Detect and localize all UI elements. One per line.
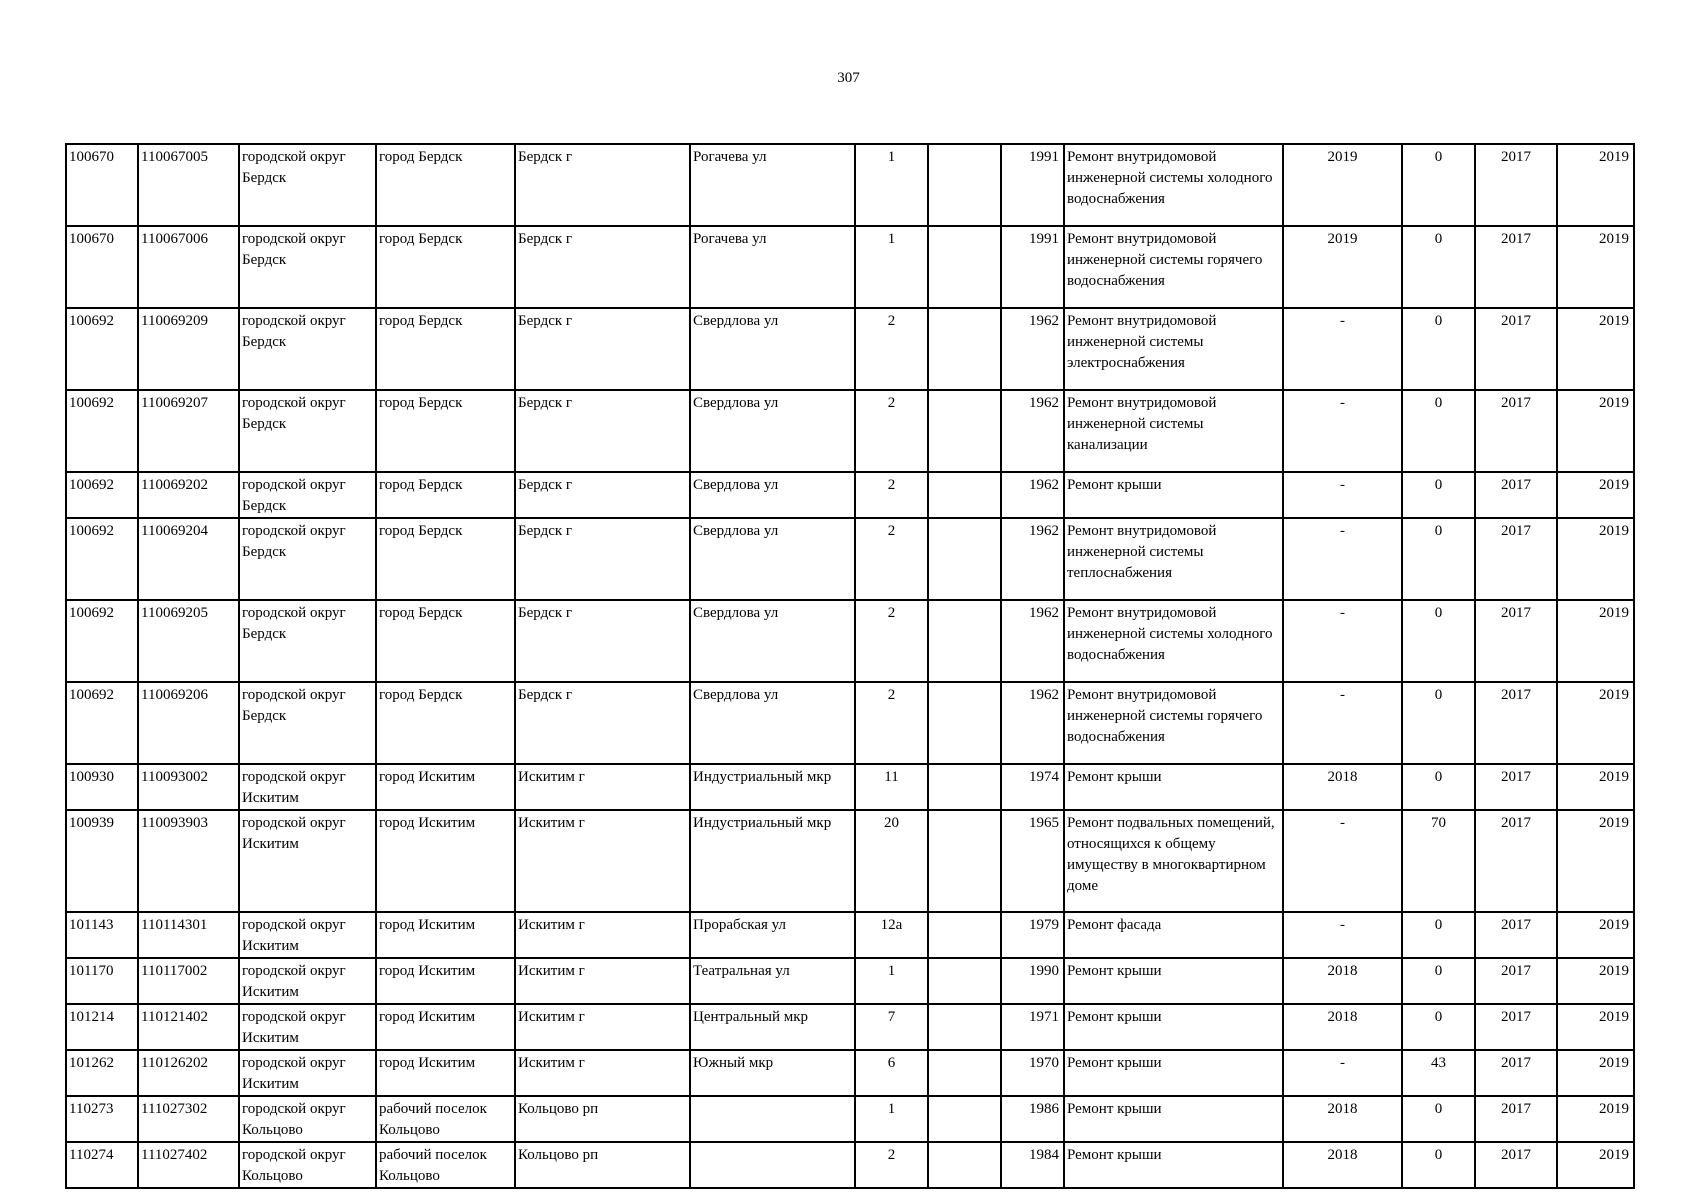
cell-house-number: 1	[855, 144, 928, 226]
cell-building	[928, 144, 1001, 226]
cell-element-id: 110126202	[138, 1050, 239, 1096]
cell-element-id: 110069207	[138, 390, 239, 472]
cell-work-type: Ремонт крыши	[1064, 472, 1283, 518]
cell-settlement: город Бердск	[376, 682, 515, 764]
cell-house-number: 6	[855, 1050, 928, 1096]
cell-plan-end-year: 2019	[1557, 1050, 1634, 1096]
cell-last-repair-year: -	[1283, 810, 1402, 912]
table-row	[66, 518, 1634, 600]
cell-building	[928, 472, 1001, 518]
cell-house-number: 2	[855, 472, 928, 518]
cell-commission-year: 1991	[1001, 226, 1064, 308]
cell-house-id: 100692	[66, 472, 138, 518]
cell-plan-end-year: 2019	[1557, 912, 1634, 958]
cell-commission-year: 1962	[1001, 472, 1064, 518]
cell-house-number: 2	[855, 518, 928, 600]
cell-locality: Бердск г	[515, 472, 690, 518]
cell-work-type: Ремонт внутридомовой инженерной системы горячего водоснабжения	[1064, 682, 1283, 764]
cell-house-number: 20	[855, 810, 928, 912]
table-row	[66, 682, 1634, 764]
cell-settlement: рабочий поселок Кольцово	[376, 1096, 515, 1142]
cell-wear-percent: 0	[1402, 912, 1475, 958]
cell-building	[928, 1050, 1001, 1096]
cell-street: Прорабская ул	[690, 912, 855, 958]
cell-locality: Бердск г	[515, 518, 690, 600]
cell-settlement: город Искитим	[376, 764, 515, 810]
cell-work-type: Ремонт крыши	[1064, 1142, 1283, 1188]
cell-commission-year: 1986	[1001, 1096, 1064, 1142]
cell-last-repair-year: 2018	[1283, 1142, 1402, 1188]
cell-house-id: 110274	[66, 1142, 138, 1188]
cell-municipal-district: городской округ Искитим	[239, 1050, 376, 1096]
cell-wear-percent: 0	[1402, 390, 1475, 472]
cell-element-id: 111027302	[138, 1096, 239, 1142]
cell-municipal-district: городской округ Искитим	[239, 810, 376, 912]
cell-commission-year: 1974	[1001, 764, 1064, 810]
cell-plan-end-year: 2019	[1557, 1004, 1634, 1050]
cell-element-id: 110121402	[138, 1004, 239, 1050]
cell-plan-start-year: 2017	[1475, 226, 1557, 308]
table-row	[66, 1050, 1634, 1096]
cell-plan-end-year: 2019	[1557, 600, 1634, 682]
cell-house-number: 2	[855, 682, 928, 764]
cell-municipal-district: городской округ Бердск	[239, 226, 376, 308]
cell-wear-percent: 0	[1402, 1004, 1475, 1050]
cell-settlement: город Бердск	[376, 472, 515, 518]
cell-settlement: город Искитим	[376, 1004, 515, 1050]
cell-settlement: город Бердск	[376, 308, 515, 390]
cell-work-type: Ремонт фасада	[1064, 912, 1283, 958]
page-number: 307	[837, 70, 860, 86]
cell-house-id: 100692	[66, 600, 138, 682]
cell-municipal-district: городской округ Кольцово	[239, 1142, 376, 1188]
cell-building	[928, 958, 1001, 1004]
cell-settlement: город Искитим	[376, 958, 515, 1004]
cell-street: Свердлова ул	[690, 518, 855, 600]
cell-locality: Бердск г	[515, 390, 690, 472]
table-body	[66, 144, 1634, 1188]
cell-house-number: 1	[855, 958, 928, 1004]
cell-plan-end-year: 2019	[1557, 308, 1634, 390]
cell-locality: Искитим г	[515, 810, 690, 912]
cell-element-id: 110117002	[138, 958, 239, 1004]
cell-commission-year: 1962	[1001, 390, 1064, 472]
cell-last-repair-year: 2018	[1283, 1096, 1402, 1142]
cell-house-number: 2	[855, 600, 928, 682]
cell-element-id: 110069206	[138, 682, 239, 764]
cell-plan-end-year: 2019	[1557, 390, 1634, 472]
cell-locality: Бердск г	[515, 226, 690, 308]
cell-house-id: 101214	[66, 1004, 138, 1050]
cell-plan-start-year: 2017	[1475, 810, 1557, 912]
cell-municipal-district: городской округ Бердск	[239, 308, 376, 390]
cell-street: Театральная ул	[690, 958, 855, 1004]
cell-street: Рогачева ул	[690, 226, 855, 308]
cell-commission-year: 1962	[1001, 682, 1064, 764]
cell-street: Индустриальный мкр	[690, 810, 855, 912]
cell-plan-end-year: 2019	[1557, 1142, 1634, 1188]
cell-wear-percent: 0	[1402, 764, 1475, 810]
cell-last-repair-year: -	[1283, 390, 1402, 472]
table-row	[66, 1096, 1634, 1142]
cell-commission-year: 1979	[1001, 912, 1064, 958]
cell-last-repair-year: -	[1283, 912, 1402, 958]
cell-street: Свердлова ул	[690, 600, 855, 682]
cell-work-type: Ремонт крыши	[1064, 1050, 1283, 1096]
cell-municipal-district: городской округ Искитим	[239, 764, 376, 810]
cell-plan-start-year: 2017	[1475, 764, 1557, 810]
cell-commission-year: 1962	[1001, 308, 1064, 390]
cell-plan-end-year: 2019	[1557, 226, 1634, 308]
cell-municipal-district: городской округ Бердск	[239, 600, 376, 682]
cell-municipal-district: городской округ Бердск	[239, 390, 376, 472]
table-row	[66, 226, 1634, 308]
table-row	[66, 600, 1634, 682]
cell-last-repair-year: 2019	[1283, 144, 1402, 226]
cell-street: Свердлова ул	[690, 308, 855, 390]
cell-house-number: 7	[855, 1004, 928, 1050]
cell-municipal-district: городской округ Искитим	[239, 912, 376, 958]
table-row	[66, 810, 1634, 912]
cell-last-repair-year: 2018	[1283, 958, 1402, 1004]
cell-street: Индустриальный мкр	[690, 764, 855, 810]
cell-locality: Искитим г	[515, 1004, 690, 1050]
cell-wear-percent: 0	[1402, 518, 1475, 600]
cell-wear-percent: 0	[1402, 308, 1475, 390]
cell-house-id: 100670	[66, 144, 138, 226]
cell-settlement: город Бердск	[376, 518, 515, 600]
cell-last-repair-year: -	[1283, 1050, 1402, 1096]
cell-house-number: 12а	[855, 912, 928, 958]
cell-street: Рогачева ул	[690, 144, 855, 226]
table-row	[66, 144, 1634, 226]
cell-house-id: 100692	[66, 390, 138, 472]
table-row	[66, 308, 1634, 390]
cell-element-id: 110067006	[138, 226, 239, 308]
cell-plan-start-year: 2017	[1475, 144, 1557, 226]
cell-plan-end-year: 2019	[1557, 518, 1634, 600]
cell-element-id: 110069205	[138, 600, 239, 682]
table-row	[66, 764, 1634, 810]
table-row	[66, 958, 1634, 1004]
cell-building	[928, 1096, 1001, 1142]
cell-building	[928, 764, 1001, 810]
cell-plan-start-year: 2017	[1475, 390, 1557, 472]
cell-wear-percent: 0	[1402, 958, 1475, 1004]
cell-plan-end-year: 2019	[1557, 472, 1634, 518]
cell-work-type: Ремонт внутридомовой инженерной системы канализации	[1064, 390, 1283, 472]
cell-wear-percent: 0	[1402, 226, 1475, 308]
cell-commission-year: 1962	[1001, 518, 1064, 600]
cell-work-type: Ремонт крыши	[1064, 1096, 1283, 1142]
cell-plan-start-year: 2017	[1475, 912, 1557, 958]
cell-street: Центральный мкр	[690, 1004, 855, 1050]
cell-house-id: 101143	[66, 912, 138, 958]
cell-work-type: Ремонт крыши	[1064, 1004, 1283, 1050]
cell-plan-end-year: 2019	[1557, 144, 1634, 226]
cell-work-type: Ремонт внутридомовой инженерной системы холодного водоснабжения	[1064, 600, 1283, 682]
cell-wear-percent: 43	[1402, 1050, 1475, 1096]
cell-last-repair-year: 2019	[1283, 226, 1402, 308]
cell-building	[928, 518, 1001, 600]
cell-house-id: 100930	[66, 764, 138, 810]
cell-plan-start-year: 2017	[1475, 1096, 1557, 1142]
cell-commission-year: 1991	[1001, 144, 1064, 226]
cell-locality: Искитим г	[515, 958, 690, 1004]
cell-work-type: Ремонт внутридомовой инженерной системы теплоснабжения	[1064, 518, 1283, 600]
cell-settlement: город Искитим	[376, 1050, 515, 1096]
table-row	[66, 1004, 1634, 1050]
cell-building	[928, 682, 1001, 764]
cell-building	[928, 1142, 1001, 1188]
cell-house-number: 2	[855, 390, 928, 472]
cell-plan-start-year: 2017	[1475, 518, 1557, 600]
cell-wear-percent: 70	[1402, 810, 1475, 912]
cell-plan-start-year: 2017	[1475, 472, 1557, 518]
cell-house-id: 101262	[66, 1050, 138, 1096]
cell-municipal-district: городской округ Бердск	[239, 518, 376, 600]
cell-locality: Бердск г	[515, 600, 690, 682]
cell-street	[690, 1142, 855, 1188]
cell-element-id: 110114301	[138, 912, 239, 958]
cell-last-repair-year: -	[1283, 308, 1402, 390]
cell-plan-end-year: 2019	[1557, 810, 1634, 912]
cell-municipal-district: городской округ Бердск	[239, 144, 376, 226]
cell-plan-start-year: 2017	[1475, 958, 1557, 1004]
cell-street	[690, 1096, 855, 1142]
cell-element-id: 110069204	[138, 518, 239, 600]
cell-house-number: 11	[855, 764, 928, 810]
cell-house-id: 100692	[66, 682, 138, 764]
cell-settlement: город Бердск	[376, 226, 515, 308]
cell-street: Свердлова ул	[690, 682, 855, 764]
cell-street: Свердлова ул	[690, 390, 855, 472]
cell-house-number: 1	[855, 1096, 928, 1142]
cell-locality: Бердск г	[515, 682, 690, 764]
cell-municipal-district: городской округ Кольцово	[239, 1096, 376, 1142]
cell-settlement: город Бердск	[376, 600, 515, 682]
cell-plan-start-year: 2017	[1475, 1004, 1557, 1050]
cell-element-id: 110069209	[138, 308, 239, 390]
cell-plan-start-year: 2017	[1475, 1050, 1557, 1096]
cell-locality: Искитим г	[515, 912, 690, 958]
cell-municipal-district: городской округ Искитим	[239, 958, 376, 1004]
cell-commission-year: 1984	[1001, 1142, 1064, 1188]
cell-house-number: 1	[855, 226, 928, 308]
cell-last-repair-year: 2018	[1283, 1004, 1402, 1050]
cell-house-id: 101170	[66, 958, 138, 1004]
cell-element-id: 110093903	[138, 810, 239, 912]
cell-house-number: 2	[855, 308, 928, 390]
table-row	[66, 472, 1634, 518]
cell-building	[928, 390, 1001, 472]
cell-wear-percent: 0	[1402, 472, 1475, 518]
cell-street: Свердлова ул	[690, 472, 855, 518]
cell-commission-year: 1970	[1001, 1050, 1064, 1096]
cell-house-number: 2	[855, 1142, 928, 1188]
cell-locality: Кольцово рп	[515, 1096, 690, 1142]
cell-last-repair-year: -	[1283, 472, 1402, 518]
cell-element-id: 110093002	[138, 764, 239, 810]
cell-house-id: 100692	[66, 518, 138, 600]
cell-plan-end-year: 2019	[1557, 764, 1634, 810]
table-row	[66, 912, 1634, 958]
cell-municipal-district: городской округ Искитим	[239, 1004, 376, 1050]
cell-plan-start-year: 2017	[1475, 1142, 1557, 1188]
cell-plan-start-year: 2017	[1475, 308, 1557, 390]
cell-work-type: Ремонт внутридомовой инженерной системы электроснабжения	[1064, 308, 1283, 390]
cell-settlement: город Бердск	[376, 390, 515, 472]
cell-commission-year: 1971	[1001, 1004, 1064, 1050]
table-row	[66, 1142, 1634, 1188]
cell-wear-percent: 0	[1402, 1142, 1475, 1188]
cell-house-id: 100939	[66, 810, 138, 912]
cell-house-id: 100670	[66, 226, 138, 308]
cell-building	[928, 226, 1001, 308]
cell-settlement: город Бердск	[376, 144, 515, 226]
cell-last-repair-year: 2018	[1283, 764, 1402, 810]
cell-plan-end-year: 2019	[1557, 682, 1634, 764]
cell-building	[928, 912, 1001, 958]
cell-work-type: Ремонт крыши	[1064, 958, 1283, 1004]
cell-locality: Бердск г	[515, 144, 690, 226]
cell-last-repair-year: -	[1283, 600, 1402, 682]
cell-settlement: рабочий поселок Кольцово	[376, 1142, 515, 1188]
repair-registry-table	[65, 143, 1635, 1189]
cell-house-id: 100692	[66, 308, 138, 390]
cell-wear-percent: 0	[1402, 600, 1475, 682]
cell-element-id: 111027402	[138, 1142, 239, 1188]
cell-commission-year: 1962	[1001, 600, 1064, 682]
cell-last-repair-year: -	[1283, 518, 1402, 600]
cell-building	[928, 810, 1001, 912]
cell-wear-percent: 0	[1402, 682, 1475, 764]
cell-locality: Бердск г	[515, 308, 690, 390]
cell-wear-percent: 0	[1402, 144, 1475, 226]
cell-locality: Кольцово рп	[515, 1142, 690, 1188]
cell-work-type: Ремонт крыши	[1064, 764, 1283, 810]
cell-element-id: 110069202	[138, 472, 239, 518]
cell-locality: Искитим г	[515, 764, 690, 810]
cell-plan-end-year: 2019	[1557, 1096, 1634, 1142]
table-row	[66, 390, 1634, 472]
cell-element-id: 110067005	[138, 144, 239, 226]
cell-municipal-district: городской округ Бердск	[239, 682, 376, 764]
cell-street: Южный мкр	[690, 1050, 855, 1096]
cell-plan-start-year: 2017	[1475, 682, 1557, 764]
cell-plan-start-year: 2017	[1475, 600, 1557, 682]
cell-building	[928, 1004, 1001, 1050]
cell-work-type: Ремонт внутридомовой инженерной системы холодного водоснабжения	[1064, 144, 1283, 226]
cell-commission-year: 1965	[1001, 810, 1064, 912]
cell-commission-year: 1990	[1001, 958, 1064, 1004]
cell-house-id: 110273	[66, 1096, 138, 1142]
cell-municipal-district: городской округ Бердск	[239, 472, 376, 518]
cell-settlement: город Искитим	[376, 810, 515, 912]
cell-building	[928, 600, 1001, 682]
cell-work-type: Ремонт внутридомовой инженерной системы горячего водоснабжения	[1064, 226, 1283, 308]
cell-settlement: город Искитим	[376, 912, 515, 958]
cell-plan-end-year: 2019	[1557, 958, 1634, 1004]
cell-building	[928, 308, 1001, 390]
cell-work-type: Ремонт подвальных помещений, относящихся к общему имуществу в многоквартирном доме	[1064, 810, 1283, 912]
cell-last-repair-year: -	[1283, 682, 1402, 764]
cell-wear-percent: 0	[1402, 1096, 1475, 1142]
cell-locality: Искитим г	[515, 1050, 690, 1096]
